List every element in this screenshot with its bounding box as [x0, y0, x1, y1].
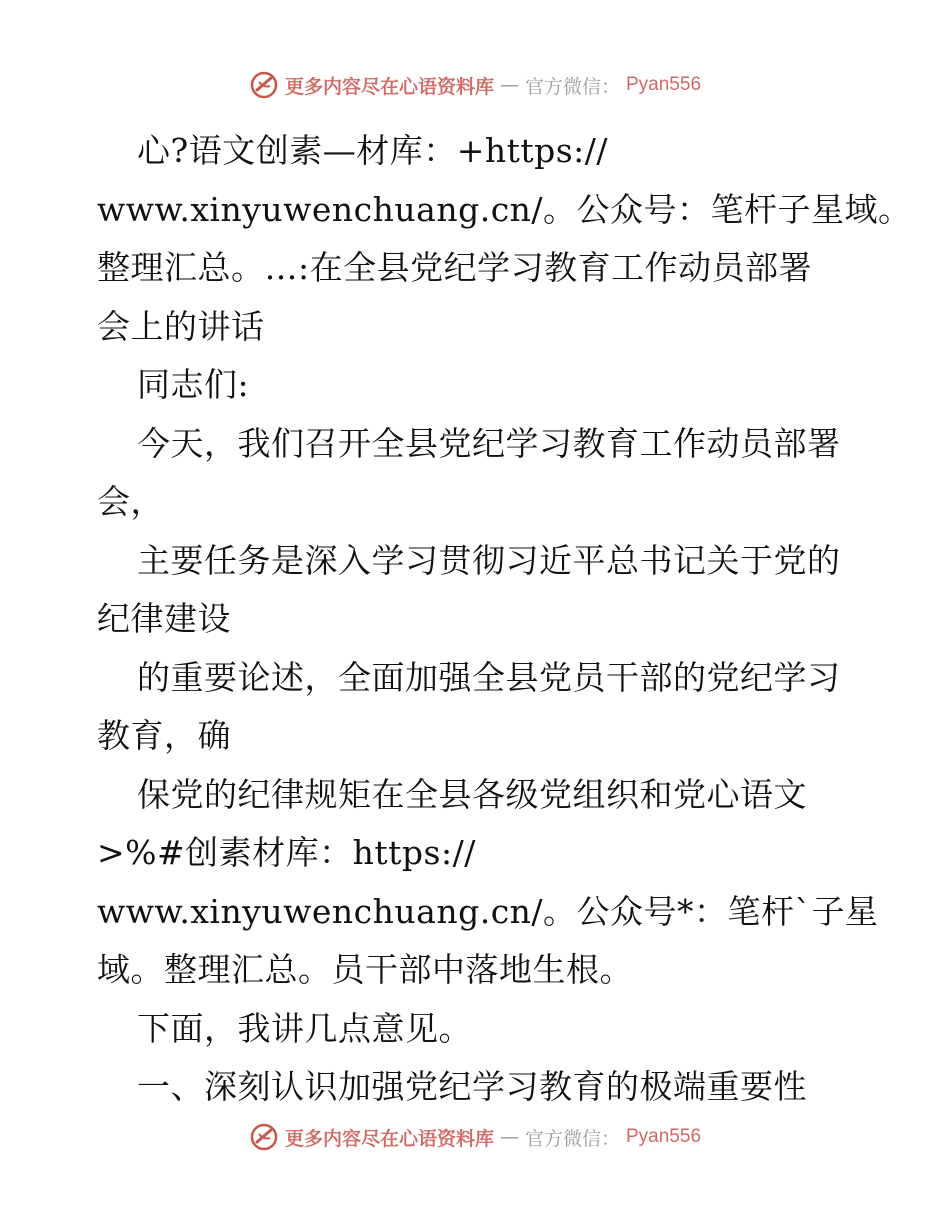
text-line: 同志们:: [137, 365, 250, 404]
text-line: 会上的讲话: [97, 306, 265, 346]
text-line: www.xinyuwenchuang.cn/。公众号：笔杆子星域。: [97, 189, 912, 229]
document-body: [97, 122, 912, 1117]
text-line: 一、深刻认识加强党纪学习教育的极端重要性: [137, 1067, 807, 1106]
text-line: 下面，我讲几点意见。: [137, 1008, 472, 1048]
text-line: www.xinyuwenchuang.cn/。公众号*：笔杆`子星: [97, 891, 879, 931]
text-line: 教育，确: [97, 716, 231, 755]
watermark-id: Pyan556: [626, 74, 702, 95]
watermark-id: Pyan556: [626, 1126, 702, 1147]
watermark-label: 官方微信：: [524, 1127, 620, 1150]
text-line: 主要任务是深入学习贯彻习近平总书记关于党的: [137, 540, 841, 580]
text-line: 今天，我们召开全县党纪学习教育工作动员部署: [137, 423, 841, 463]
text-line: 域。整理汇总。员干部中落地生根。: [97, 950, 633, 989]
text-line: 纪律建设: [97, 599, 231, 638]
text-line: 保党的纪律规矩在全县各级党组织和党心语文: [137, 774, 807, 814]
watermark-separator: —: [499, 74, 519, 96]
text-line: >%#创素材库：https://: [97, 833, 476, 872]
logo-icon: [249, 1122, 279, 1152]
watermark-separator: —: [499, 1126, 519, 1148]
watermark-brand: 更多内容尽在心语资料库: [284, 1127, 494, 1150]
text-line: 的重要论述，全面加强全县党员干部的党纪学习: [137, 657, 841, 697]
watermark-brand: 更多内容尽在心语资料库: [284, 75, 494, 98]
text-line: 整理汇总。…:在全县党纪学习教育工作动员部署: [97, 248, 813, 287]
logo-icon: [249, 70, 279, 100]
watermark-label: 官方微信：: [524, 75, 620, 98]
text-line: 会，: [97, 482, 164, 521]
header-watermark: [0, 70, 950, 100]
footer-watermark: [0, 1122, 950, 1152]
text-line: 心?语文创素—材库：+https://: [137, 131, 609, 170]
